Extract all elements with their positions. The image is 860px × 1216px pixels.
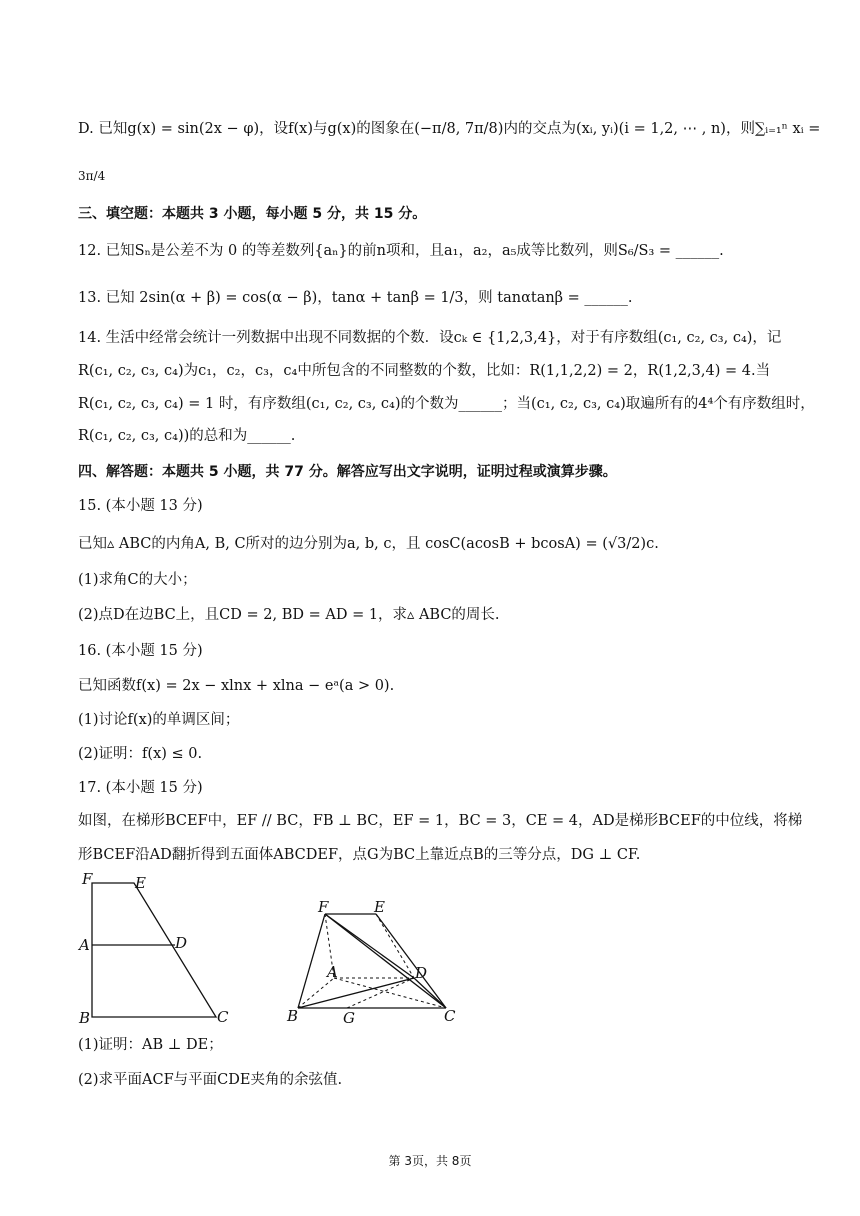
question-17-part-1: (1)证明：AB ⊥ DE； (78, 1037, 223, 1053)
question-16-part-1: (1)讨论f(x)的单调区间； (78, 712, 240, 728)
question-15-part-1: (1)求角C的大小； (78, 572, 197, 588)
question-16-heading: 16. (本小题 15 分) (78, 643, 203, 659)
question-16-part-2: (2)证明：f(x) ≤ 0. (78, 746, 203, 762)
question-14-line-1: 14. 生活中经常会统计一列数据中出现不同数据的个数．设cₖ ∈ {1,2,3,4}，对于有序数组(c₁, c₂, c₃, c₄)，记 (78, 330, 782, 346)
question-14-line-4: R(c₁, c₂, c₃, c₄))的总和为______. (78, 428, 296, 444)
question-13: 13. 已知 2sin(α + β) = cos(α − β)，tanα + tanβ = 1/3，则 tanαtanβ = ______. (78, 290, 633, 306)
page-footer: 第 3页，共 8页 (388, 1154, 472, 1168)
question-15-heading: 15. (本小题 13 分) (78, 498, 203, 514)
section-4-heading: 四、解答题：本题共 5 小题，共 77 分。解答应写出文字说明，证明过程或演算步骤。 (78, 464, 617, 480)
figure2-label-e: E (374, 898, 385, 916)
question-17-heading: 17. (本小题 15 分) (78, 780, 203, 796)
question-14-line-3: R(c₁, c₂, c₃, c₄) = 1 时，有序数组(c₁, c₂, c₃, c₄)的个数为______；当(c₁, c₂, c₃, c₄)取遍所有的4⁴个有序数组时， (78, 396, 815, 412)
figure1-label-a: A (79, 936, 90, 954)
section-3-heading: 三、填空题：本题共 3 小题，每小题 5 分，共 15 分。 (78, 206, 427, 222)
option-d-answer: 3π/4 (78, 169, 106, 183)
question-17-part-2: (2)求平面ACF与平面CDE夹角的余弦值. (78, 1072, 343, 1088)
figure1-label-d: D (175, 934, 188, 952)
figure1-label-e: E (135, 874, 146, 892)
figure2-label-b: B (287, 1007, 299, 1025)
figure2-label-g: G (343, 1009, 355, 1026)
figure1-label-b: B (79, 1009, 91, 1027)
question-17-stem-line-1: 如图，在梯形BCEF中，EF // BC，FB ⊥ BC，EF = 1，BC = 3，CE = 4，AD是梯形BCEF的中位线，将梯 (78, 813, 803, 829)
question-17-stem-line-2: 形BCEF沿AD翻折得到五面体ABCDEF，点G为BC上靠近点B的三等分点，DG ⊥ CF. (78, 847, 641, 863)
pentahedron-figure (284, 898, 464, 1026)
trapezoid-figure (74, 868, 244, 1030)
question-12: 12. 已知Sₙ是公差不为 0 的等差数列{aₙ}的前n项和，且a₁，a₂，a₅成等比数列，则S₆/S₃ = ______. (78, 243, 724, 259)
figure2-label-c: C (444, 1007, 456, 1025)
question-15-part-2: (2)点D在边BC上，且CD = 2, BD = AD = 1，求▵ ABC的周长. (78, 607, 500, 623)
figure2-label-d: D (415, 964, 428, 982)
figure1-label-f: F (82, 870, 93, 888)
figure2-label-a: A (327, 963, 338, 981)
figure1-label-c: C (217, 1008, 229, 1026)
question-16-stem: 已知函数f(x) = 2x − xlnx + xlna − eᵃ(a > 0). (78, 678, 395, 694)
question-15-stem: 已知▵ ABC的内角A, B, C所对的边分别为a, b, c，且 cosC(acosB + bcosA) = (√3/2)c. (78, 536, 659, 552)
option-d-line: D. 已知g(x) = sin(2x − φ)，设f(x)与g(x)的图象在(−π/8, 7π/8)内的交点为(xᵢ, yᵢ)(i = 1,2, ⋯ , n)，则∑ᵢ₌₁ⁿ xᵢ = (78, 121, 821, 137)
question-14-line-2: R(c₁, c₂, c₃, c₄)为c₁，c₂，c₃，c₄中所包含的不同整数的个数，比如：R(1,1,2,2) = 2，R(1,2,3,4) = 4.当 (78, 363, 771, 379)
figure2-label-f: F (318, 898, 329, 916)
